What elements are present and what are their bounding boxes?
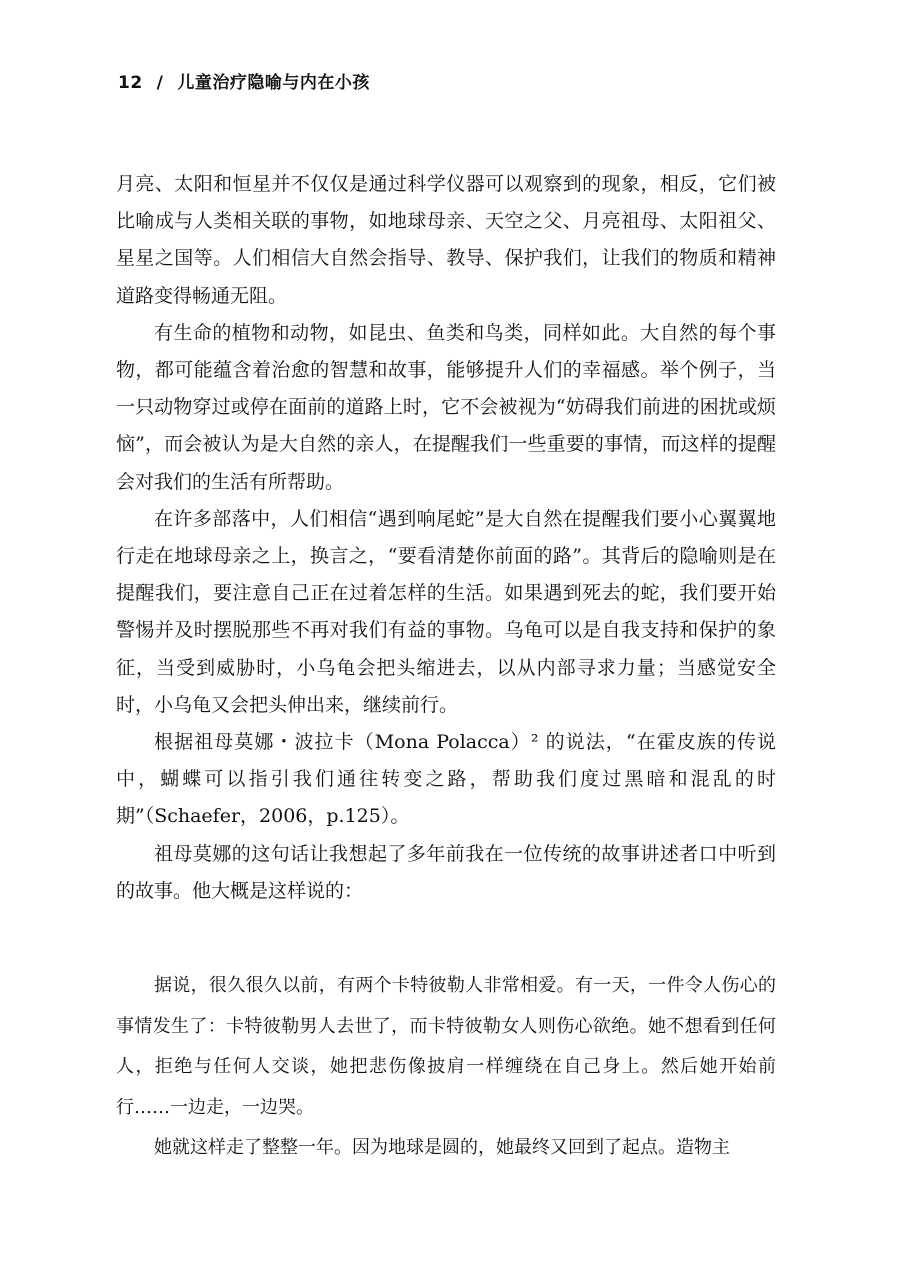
paragraph: 根据祖母莫娜・波拉卡（Mona Polacca）² 的说法，“在霍皮族的传说中，蝴蝶可以指引我们通往转变之路，帮助我们度过黑暗和混乱的时期”（Schaefer，2006，p.125）。 bbox=[116, 731, 776, 828]
header-separator: / bbox=[156, 73, 164, 93]
book-title: 儿童治疗隐喻与内在小孩 bbox=[177, 73, 370, 93]
paragraph: 在许多部落中，人们相信“遇到响尾蛇”是大自然在提醒我们要小心翼翼地行走在地球母亲之上，换言之，“要看清楚你前面的路”。其背后的隐喻则是在提醒我们，要注意自己正在过着怎样的生活。如果遇到死去的蛇，我们要开始警惕并及时摆脱那些不再对我们有益的事物。乌龟可以是自我支持和保护的象征，当受到威胁时，小乌龟会把头缩进去，以从内部寻求力量；当感觉安全时，小乌龟又会把头伸出来，继续前行。 bbox=[116, 507, 776, 716]
paragraph: 有生命的植物和动物，如昆虫、鱼类和鸟类，同样如此。大自然的每个事物，都可能蕴含着治愈的智慧和故事，能够提升人们的幸福感。举个例子，当一只动物穿过或停在面前的道路上时，它不会被视为“妨碍我们前进的困扰或烦恼”，而会被认为是大自然的亲人，在提醒我们一些重要的事情，而这样的提醒会对我们的生活有所帮助。 bbox=[116, 321, 776, 493]
story-paragraph: 据说，很久很久以前，有两个卡特彼勒人非常相爱。有一天，一件令人伤心的事情发生了：卡特彼勒男人去世了，而卡特彼勒女人则伤心欲绝。她不想看到任何人，拒绝与任何人交谈，她把悲伤像披肩一样缠绕在自己身上。然后她开始前行……一边走，一边哭。 bbox=[116, 975, 776, 1118]
story-paragraph: 她就这样走了整整一年。因为地球是圆的，她最终又回到了起点。造物主 bbox=[154, 1137, 730, 1158]
running-header bbox=[118, 68, 370, 93]
story-excerpt bbox=[116, 966, 776, 1169]
paragraph: 祖母莫娜的这句话让我想起了多年前我在一位传统的故事讲述者口中听到的故事。他大概是这样说的： bbox=[116, 842, 776, 902]
body-text bbox=[116, 166, 776, 910]
page-number: 12 bbox=[118, 73, 143, 93]
paragraph: 月亮、太阳和恒星并不仅仅是通过科学仪器可以观察到的现象，相反，它们被比喻成与人类相关联的事物，如地球母亲、天空之父、月亮祖母、太阳祖父、星星之国等。人们相信大自然会指导、教导、保护我们，让我们的物质和精神道路变得畅通无阻。 bbox=[116, 173, 776, 307]
